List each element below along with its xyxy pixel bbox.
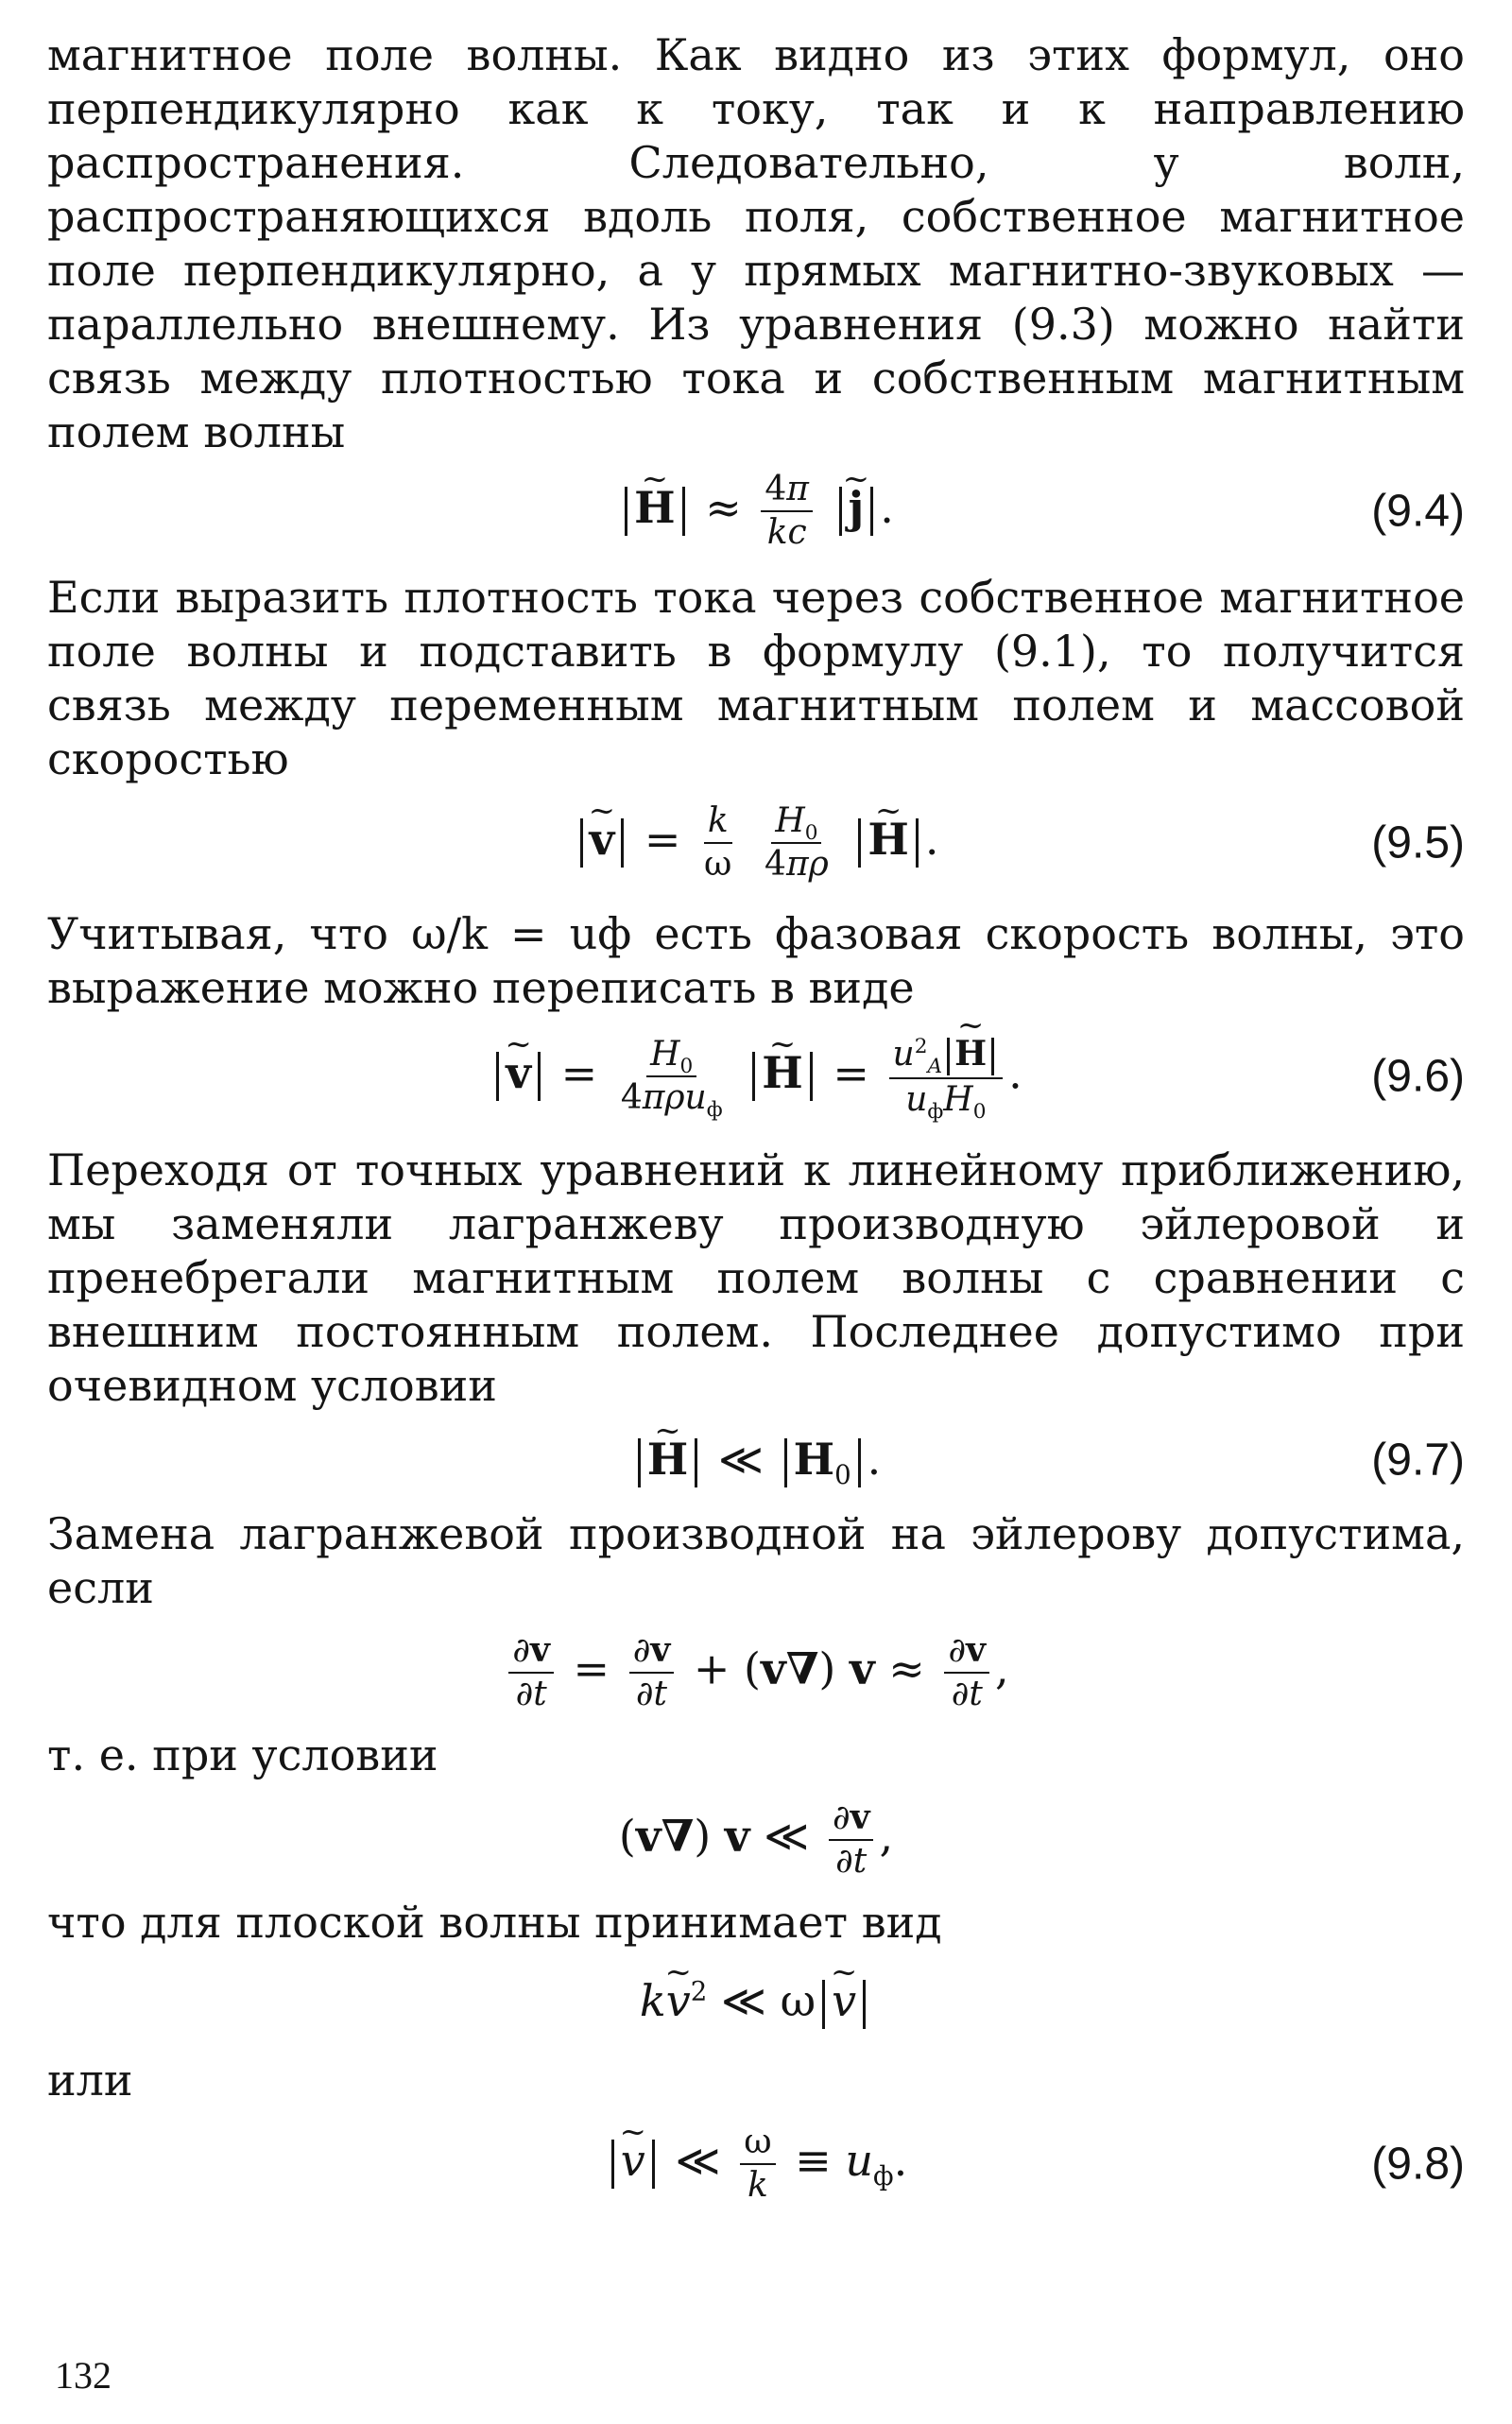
formula: $\frac{\partial v}{\partial t}$ = $\frac{\partial v}{\partial t}$ + (v∇) v ≈ $\frac{\partial v}{\partial t}$ , <box>503 1631 1008 1713</box>
equation-number: (9.5) <box>1371 817 1465 868</box>
formula: (v∇) v ≪ $\frac{\partial v}{\partial t}$ , <box>618 1797 894 1881</box>
equation-number: (9.6) <box>1371 1051 1465 1102</box>
formula: ~ v = $\frac{k}{\omega}$ $\frac{H_0}{4\pi\rho}$ ~ H . <box>574 802 939 884</box>
formula: ~ v ≪ $\frac{\omega}{k}$ ≡ $u_ф$. <box>605 2123 907 2205</box>
equation-9-7 <box>47 1413 1465 1507</box>
equation-number: (9.8) <box>1371 2139 1465 2190</box>
equation-plane-wave <box>47 1950 1465 2054</box>
paragraph-7: что для плоской волны принимает вид <box>47 1897 942 1948</box>
page-number: 132 <box>55 2354 112 2397</box>
formula: ~ H ≈ $\frac{4\pi}{kc}$ ~ j . <box>618 471 894 552</box>
paragraph-5: Замена лагранжевой производной на эйлерову допустима, если <box>47 1508 1465 1613</box>
paragraph-8: или <box>47 2054 133 2106</box>
equation-condition <box>47 1782 1465 1896</box>
paragraph-2: Если выразить плотность тока через собственное магнитное поле волны и подставить в формулу (9.1), то получится связь между переменным магнитным полем и массовой скоростью <box>47 572 1465 784</box>
paragraph-1: магнитное поле волны. Как видно из этих формул, оно перпендикулярно как к току, так и к направлению распространения. Следовательно, у волн, распространяющихся вдоль поля, собственное магнитное поле перпендикулярно, а у прямых магнитно-звуковых — параллельно внешнему. Из уравнения (9.3) можно найти связь между плотностью тока и собственным магнитным полем волны <box>47 29 1465 457</box>
page-body <box>47 28 1465 2221</box>
equation-9-6 <box>47 1015 1465 1138</box>
equation-number: (9.7) <box>1371 1435 1465 1486</box>
formula: k~ $v^2$ ≪ ω~ v <box>640 1974 872 2029</box>
formula: ~ v = $\frac{H_0}{4\pi\rho u_ф}$ ~ H = $\frac{u^2_A\sim H}{u_фH_0}$ . <box>490 1035 1022 1119</box>
formula: ~ H ≪ $H_0$ . <box>631 1433 882 1487</box>
equation-9-8 <box>47 2107 1465 2221</box>
equation-9-4 <box>47 459 1465 563</box>
paragraph-6: т. е. при условии <box>47 1729 438 1780</box>
equation-number: (9.4) <box>1371 486 1465 537</box>
paragraph-3: Учитывая, что ω/k = uф есть фазовая скорость волны, это выражение можно переписать в виде <box>47 908 1465 1013</box>
equation-9-5 <box>47 786 1465 900</box>
paragraph-4: Переходя от точных уравнений к линейному приближению, мы заменяли лагранжеву производную эйлеровой и пренебрегали магнитным полем волны с сравнении с внешним постоянным полем. Последнее допустимо при очевидном условии <box>47 1144 1465 1411</box>
equation-lagrange <box>47 1615 1465 1728</box>
